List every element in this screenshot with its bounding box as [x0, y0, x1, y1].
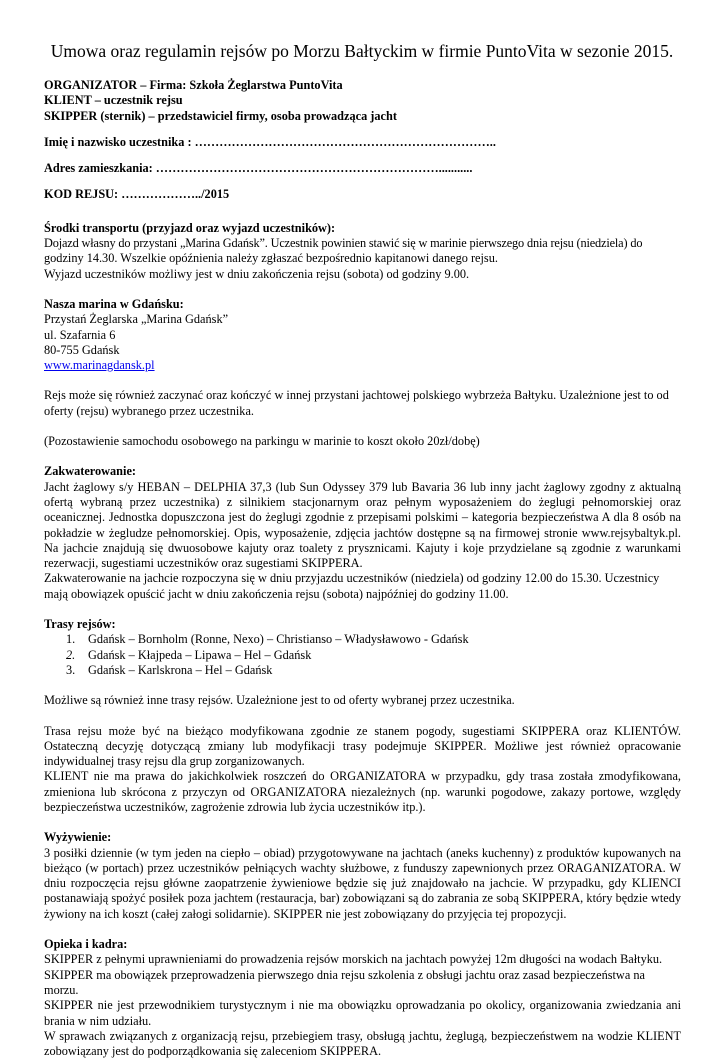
care-line: SKIPPER ma obowiązek przeprowadzenia pierwszego dnia rejsu szkolenia z obsługi jachtu oraz zasad bezpieczeństwa na morzu. — [44, 967, 645, 997]
food-heading: Wyżywienie: — [44, 830, 112, 845]
route-number: 3. — [66, 662, 76, 677]
other-port-text: Rejs może się również zaczynać oraz kończyć w innej przystani jachtowej polskiego wybrzeża Bałtyku. Uzależnione jest to od oferty (rejsu) wybranego przez uczestnika. — [44, 388, 669, 418]
routes-heading: Trasy rejsów: — [44, 617, 116, 632]
route-text: Gdańsk – Kłajpeda – Lipawa – Hel – Gdańsk — [88, 647, 312, 662]
route-item — [44, 632, 681, 647]
care-heading: Opieka i kadra: — [44, 937, 128, 952]
accommodation-paragraph: Jacht żaglowy s/y HEBAN – DELPHIA 37,3 (lub Sun Odyssey 379 lub Bavaria 36 lub inny jacht żaglowy zgodny z aktualną ofertą wybraną przez uczestnika) z silnikiem stacjonarnym oraz pełnym wyposażeniem do żeglugi pełnomorskiej oraz oceanicznej. Jednostka dopuszczona jest do żeglugi zgodnie z przepisami polskimi – kategoria bezpieczeństwa A dla 8 osób na pokładzie w żegludze pełnomorskiej. Opis, wyposażenie, zdjęcia jachtów dostępne są na firmowej stronie www.rejsybaltyk.pl. Na jachcie znajdują się dwuosobowe kajuty oraz toalety z prysznicami. Kajuty i koje przydzielane są zgodnie z warunkami rezerwacji, sugestiami uczestników oraz sugestiami SKIPPERA. — [44, 479, 681, 571]
party-organizer: ORGANIZATOR – Firma: Szkoła Żeglarstwa PuntoVita — [44, 78, 343, 92]
transport-line: Wyjazd uczestników możliwy jest w dniu zakończenia rejsu (sobota) od godziny 9.00. — [44, 266, 470, 281]
route-item — [44, 648, 681, 663]
marina-city: 80-755 Gdańsk — [44, 342, 120, 357]
marina-website-link[interactable]: www.marinagdansk.pl — [44, 358, 155, 373]
marina-name: Przystań Żeglarska „Marina Gdańsk” — [44, 312, 229, 327]
route-change-paragraph: KLIENT nie ma prawa do jakichkolwiek roszczeń do ORGANIZATORA w przypadku, gdy trasa została zmodyfikowana, zmieniona lub skrócona z przyczyn od ORGANIZATORA niezależnych (np. warunki pogodowe, zakazy portowe, względy bezpieczeństwa uczestników, zagrożenie zdrowia lub życia uczestników itp.). — [44, 769, 681, 814]
document-title: Umowa oraz regulamin rejsów po Morzu Bałtyckim w firmie PuntoVita w sezonie 2015. — [50, 41, 674, 61]
accommodation-heading: Zakwaterowanie: — [44, 464, 136, 479]
route-number: 1. — [66, 632, 76, 647]
marina-heading: Nasza marina w Gdańsku: — [44, 296, 184, 311]
care-line: SKIPPER nie jest przewodnikiem turystycznym i nie ma obowiązku oprowadzania po okolicy, organizowania zwiedzania ani brania w nim udziału. — [44, 998, 681, 1028]
parking-note: (Pozostawienie samochodu osobowego na parkingu w marinie to koszt około 20zł/dobę) — [44, 434, 480, 449]
accommodation-paragraph: Zakwaterowanie na jachcie rozpoczyna się w dniu przyjazdu uczestników (niedziela) od godziny 12.00 do 15.30. Uczestnicy mają obowiązek opuścić jacht w dniu zakończenia rejsu (sobota) najpóźniej do godziny 11.00. — [44, 571, 660, 601]
transport-line: godziny 14.30. Wszelkie opóźnienia należy zgłaszać bezpośrednio kapitanowi danego rejsu. — [44, 251, 498, 266]
party-skipper: SKIPPER (sternik) – przedstawiciel firmy, osoba prowadząca jacht — [44, 108, 397, 123]
cruise-code-field: KOD REJSU: ………………../2015 — [44, 187, 230, 202]
transport-heading: Środki transportu (przyjazd oraz wyjazd uczestników): — [44, 220, 336, 235]
route-number: 2. — [66, 647, 76, 662]
care-line: SKIPPER z pełnymi uprawnieniami do prowadzenia rejsów morskich na jachtach powyżej 12m długości na wodach Bałtyku. — [44, 952, 663, 967]
marina-street: ul. Szafarnia 6 — [44, 327, 116, 342]
food-paragraph: 3 posiłki dziennie (w tym jeden na ciepło – obiad) przygotowywane na jachtach (aneks kuchenny) z produktów kupowanych na bieżąco (w portach) przez uczestników pełniących wachty służbowe, z funduszy zapewnionych przez ORAGANIZATORA. W dniu rozpoczęcia rejsu główne zaopatrzenie żywieniowe będzie się już znajdowało na jachcie. W przypadku, gdy KLIENCI postanawiają spożyć posiłek poza jachtem (restauracja, bar) zobowiązani są do zabrania ze sobą SKIPPERA, który będzie wtedy żywiony na ich koszt (całej załogi solidarnie). SKIPPER nie jest zobowiązany do przyjęcia tej propozycji. — [44, 845, 681, 921]
party-client: KLIENT – uczestnik rejsu — [44, 93, 183, 108]
route-text: Gdańsk – Bornholm (Ronne, Nexo) – Christianso – Władysławowo - Gdańsk — [88, 632, 469, 647]
route-change-paragraph: Trasa rejsu może być na bieżąco modyfikowana zgodnie ze stanem pogody, sugestiami SKIPPERA oraz KLIENTÓW. Ostateczną decyzję dotyczącą zmiany lub modyfikacji trasy podejmuje SKIPPER. Możliwe jest również opracowanie indywidualnej trasy rejsu dla grup zorganizowanych. — [44, 723, 681, 769]
document-body — [44, 78, 681, 1059]
route-item — [44, 663, 681, 678]
address-field: Adres zamieszkania: ……………………………………………………………........... — [44, 161, 473, 176]
routes-note: Możliwe są również inne trasy rejsów. Uzależnione jest to od oferty wybranej przez uczestnika. — [44, 693, 515, 708]
participant-name-field: Imię i nazwisko uczestnika : ……………………………………………………………….. — [44, 134, 496, 149]
care-line: W sprawach związanych z organizacją rejsu, przebiegiem trasy, obsługą jachtu, żeglugą, bezpieczeństwem na wodzie KLIENT zobowiązany jest do podporządkowania się zaleceniom SKIPPERA. — [44, 1028, 681, 1059]
route-text: Gdańsk – Karlskrona – Hel – Gdańsk — [88, 662, 273, 677]
routes-list — [44, 632, 681, 678]
transport-line: Dojazd własny do przystani „Marina Gdańsk”. Uczestnik powinien stawić się w marinie pierwszego dnia rejsu (niedziela) do — [44, 236, 643, 251]
